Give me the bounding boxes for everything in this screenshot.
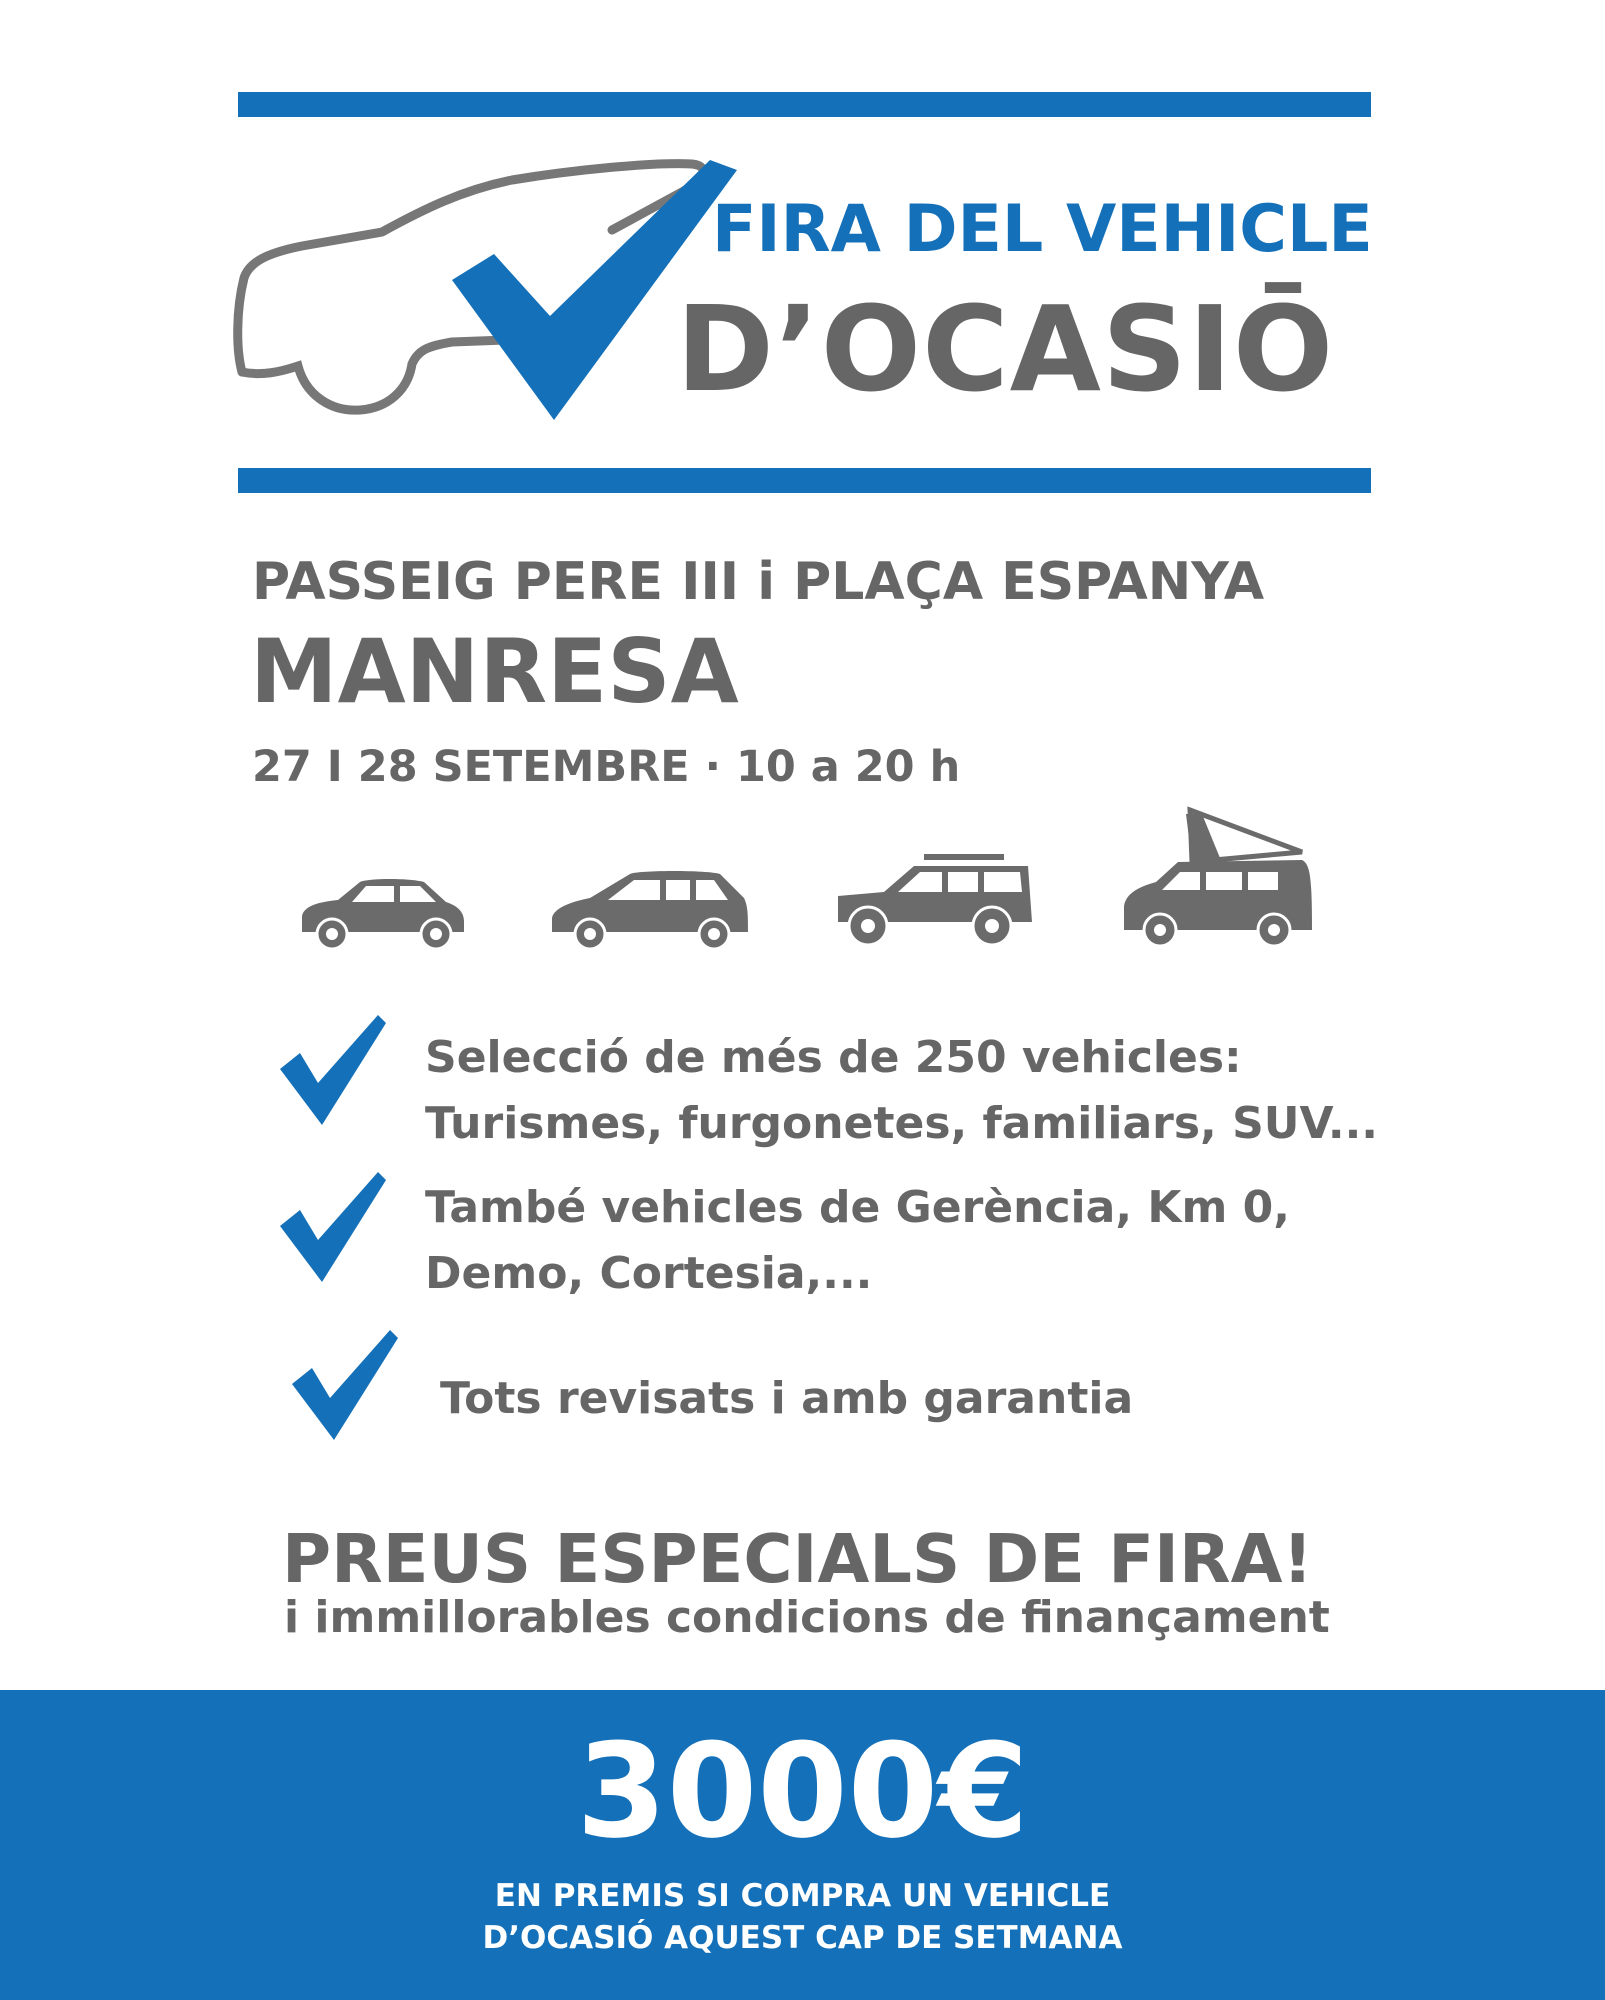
promo-headline: PREUS ESPECIALS DE FIRA! [282, 1520, 1313, 1598]
hatchback-icon [298, 876, 466, 952]
title-line-2: D’OCASIŌ [676, 280, 1335, 418]
prize-amount: 3000€ [576, 1715, 1029, 1867]
camper-van-icon [1122, 806, 1314, 956]
suv-icon [834, 852, 1036, 952]
minivan-icon [548, 868, 750, 952]
prize-line-2: D’OCASIÓ AQUEST CAP DE SETMANA [482, 1920, 1123, 1956]
top-blue-rule [238, 92, 1371, 117]
feature-3 [440, 1366, 1133, 1432]
feature-1-line-1: Selecció de més de 250 vehicles: [425, 1032, 1242, 1083]
feature-1 [425, 1025, 1378, 1157]
check-icon [278, 1170, 393, 1285]
event-location: PASSEIG PERE III i PLAÇA ESPANYA [252, 552, 1265, 612]
feature-2-line-1: També vehicles de Gerència, Km 0, [425, 1182, 1290, 1233]
prize-line-1: EN PREMIS SI COMPRA UN VEHICLE [494, 1878, 1111, 1914]
event-dates: 27 I 28 SETEMBRE · 10 a 20 h [252, 742, 961, 792]
feature-1-line-2: Turismes, furgonetes, familiars, SUV... [425, 1098, 1379, 1149]
check-icon [290, 1328, 405, 1443]
feature-2 [425, 1175, 1290, 1307]
check-icon [278, 1013, 393, 1128]
event-city: MANRESA [250, 620, 739, 723]
feature-2-line-2: Demo, Cortesia,... [425, 1248, 873, 1299]
prize-description [0, 1875, 1605, 1959]
title-line-1: FIRA DEL VEHICLE [712, 192, 1373, 267]
bottom-blue-rule [238, 468, 1371, 493]
feature-3-line-1: Tots revisats i amb garantia [440, 1373, 1134, 1424]
promo-subline: i immillorables condicions de finançament [284, 1592, 1330, 1643]
